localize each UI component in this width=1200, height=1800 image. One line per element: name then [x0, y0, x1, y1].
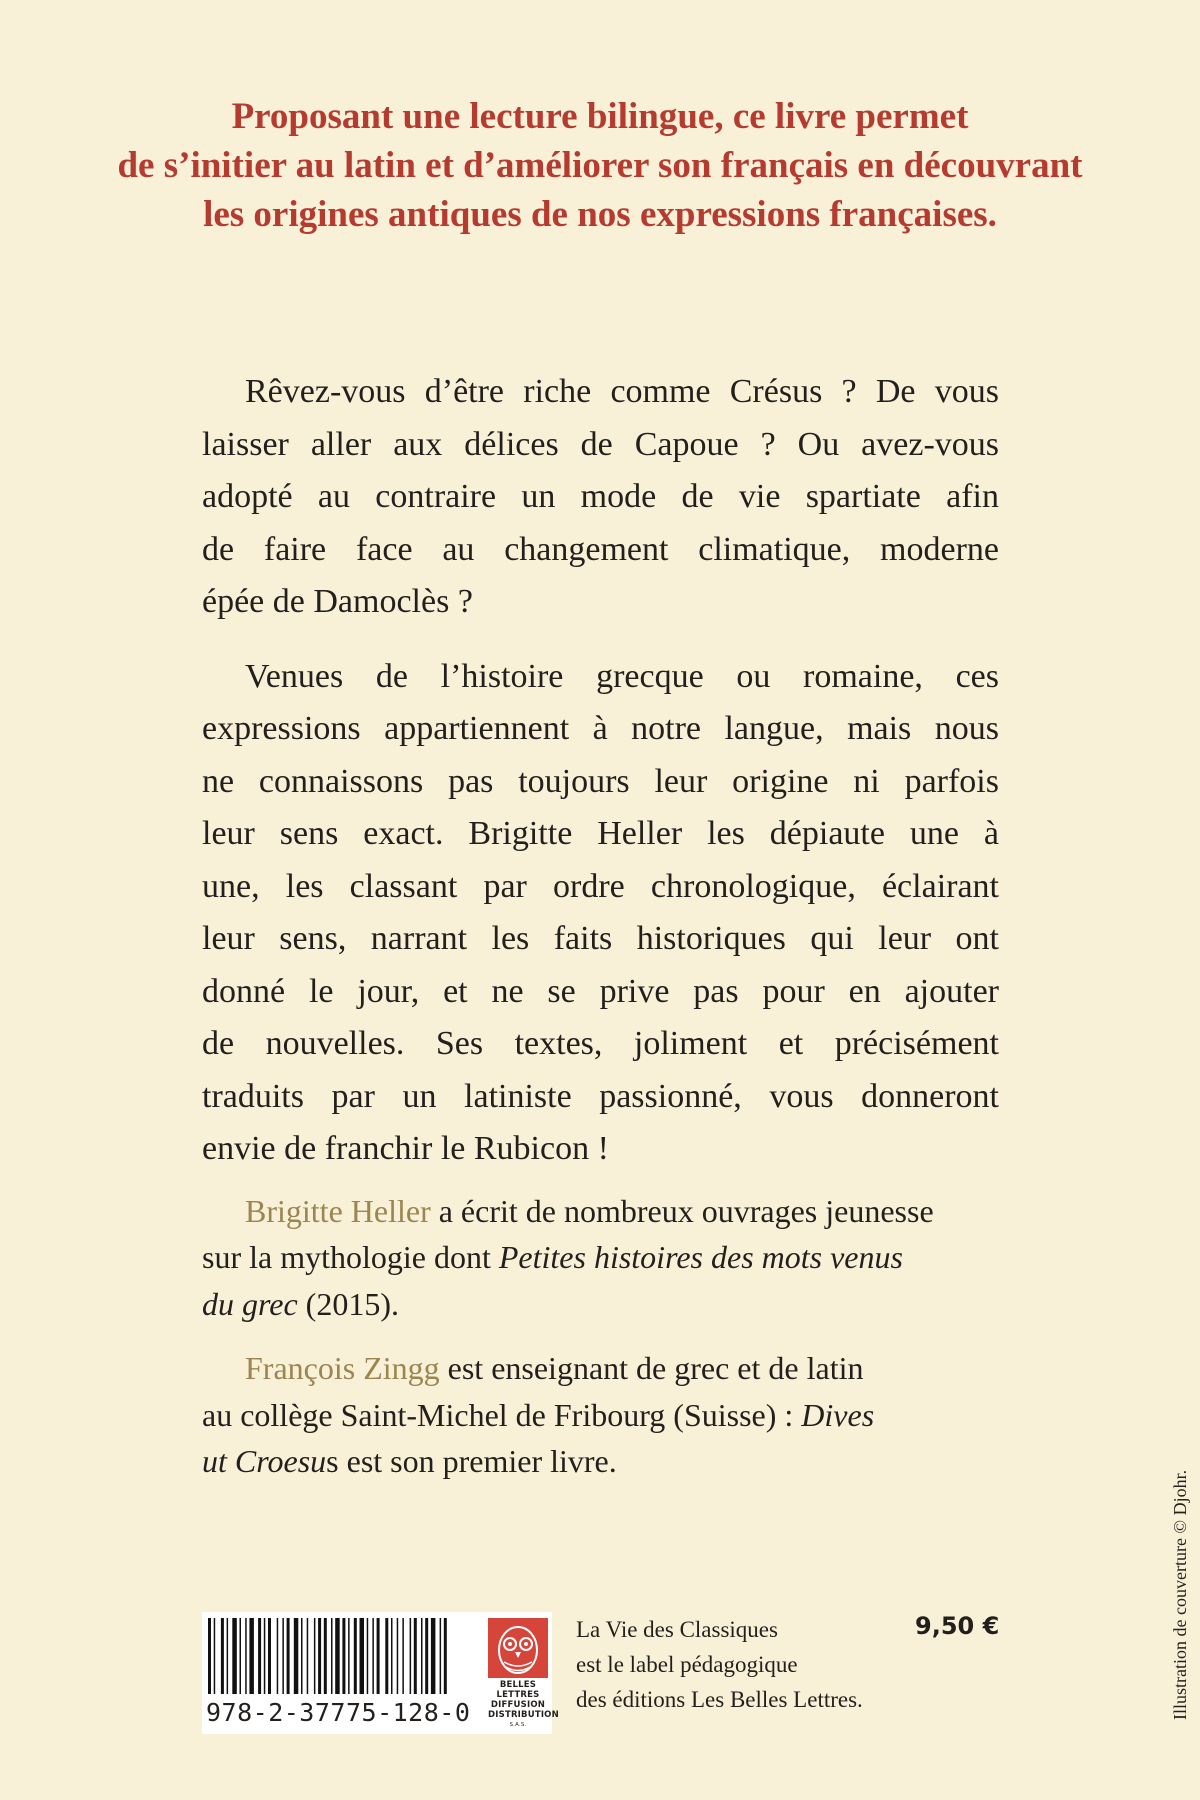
- text-line: laisser aller aux délices de Capoue ? Ou avez-vous: [202, 425, 999, 463]
- bio-text: a écrit de nombreux ouvrages jeunesse: [430, 1192, 934, 1229]
- barcode-bar: [324, 1618, 327, 1694]
- barcode-bar: [227, 1618, 229, 1694]
- book-title: Dives: [801, 1396, 875, 1433]
- blurb: [202, 366, 999, 1485]
- author-name: Brigitte Heller: [245, 1192, 431, 1229]
- text-line: [202, 1281, 999, 1328]
- barcode-bar: [385, 1618, 388, 1694]
- barcode-bar: [360, 1618, 365, 1694]
- bio-text: s: [326, 1443, 339, 1479]
- barcode-bar: [421, 1618, 423, 1694]
- logo-line: BELLES LETTRES: [496, 1680, 540, 1700]
- tagline-line: de s’initier au latin et d’améliorer son français en découvrant: [117, 145, 1083, 186]
- barcode-bar: [264, 1618, 266, 1694]
- label-line: des éditions Les Belles Lettres.: [576, 1687, 863, 1712]
- barcode-bar: [440, 1618, 442, 1694]
- translator-name: François Zingg: [245, 1350, 440, 1386]
- tagline-line: Proposant une lecture bilingue, ce livre permet: [231, 96, 969, 137]
- barcode-bar: [377, 1618, 380, 1694]
- book-title: du grec: [202, 1285, 298, 1322]
- logo-line: DIFFUSION: [490, 1700, 546, 1710]
- text-line: [202, 1188, 999, 1235]
- barcode-bar: [425, 1618, 428, 1694]
- bio-text: au collège Saint-Michel de Fribourg (Suisse) :: [202, 1396, 802, 1433]
- barcode-bar: [410, 1618, 412, 1694]
- barcode-bar: [431, 1618, 436, 1694]
- barcode-bar: [444, 1618, 447, 1694]
- label-line: La Vie des Classiques: [576, 1617, 778, 1642]
- translator-bio: [202, 1345, 999, 1485]
- paragraph-intro: [202, 366, 999, 629]
- text-line: ne connaissons pas toujours leur origine ni parfois: [202, 762, 999, 800]
- barcode-bar: [301, 1618, 303, 1694]
- barcode-bar: [391, 1618, 393, 1694]
- publisher-logo: [488, 1618, 559, 1730]
- barcode-bar: [342, 1618, 345, 1694]
- text-line: de faire face au changement climatique, moderne: [202, 530, 999, 568]
- barcode-bar: [402, 1618, 404, 1694]
- barcode-block: [202, 1612, 559, 1734]
- barcode: [204, 1618, 486, 1694]
- barcode-bar: [258, 1618, 261, 1694]
- tagline-line: les origines antiques de nos expressions françaises.: [203, 194, 997, 235]
- barcode-bar: [372, 1618, 374, 1694]
- barcode-bar: [221, 1618, 224, 1694]
- isbn-number: 978-2-37775-128-0: [206, 1698, 471, 1727]
- barcode-bar: [287, 1618, 290, 1694]
- publisher-logo-text: [488, 1680, 559, 1730]
- text-line: envie de franchir le Rubicon !: [202, 1130, 609, 1167]
- book-title: Petites histoires des mots venus: [498, 1239, 903, 1275]
- barcode-bar: [397, 1618, 399, 1694]
- text-line: une, les classant par ordre chronologique, éclairant: [202, 867, 999, 905]
- cover-credit: Illustration de couverture © Djohr.: [1170, 1469, 1190, 1720]
- text-line: [202, 1392, 999, 1439]
- text-line: de nouvelles. Ses textes, joliment et précisément: [202, 1025, 999, 1062]
- book-title: ut Croesu: [202, 1443, 327, 1479]
- barcode-bar: [414, 1618, 417, 1694]
- barcode-bar: [208, 1618, 211, 1694]
- barcode-bar: [277, 1618, 279, 1694]
- barcode-bar: [318, 1618, 321, 1694]
- barcode-bar: [249, 1618, 254, 1694]
- barcode-bar: [240, 1618, 242, 1694]
- price: 9,50 €: [915, 1612, 1000, 1640]
- text-line: [202, 1234, 999, 1281]
- barcode-bar: [282, 1618, 284, 1694]
- barcode-bar: [354, 1618, 357, 1694]
- barcode-bar: [331, 1618, 333, 1694]
- collection-label: [576, 1612, 863, 1717]
- text-line: leur sens exact. Brigitte Heller les dépiaute une à: [202, 815, 999, 852]
- author-bio: [202, 1188, 999, 1328]
- barcode-bar: [214, 1618, 216, 1694]
- text-line: adopté au contraire un mode de vie spartiate afin: [202, 478, 999, 515]
- barcode-bar: [268, 1618, 271, 1694]
- barcode-bar: [314, 1618, 316, 1694]
- logo-line: DISTRIBUTION: [488, 1710, 559, 1720]
- barcode-bar: [348, 1618, 350, 1694]
- bio-text: est son premier livre.: [338, 1443, 617, 1479]
- barcode-bar: [245, 1618, 247, 1694]
- paragraph-description: [202, 651, 999, 1176]
- text-line: Rêvez-vous d’être riche comme Crésus ? De vous: [245, 373, 999, 410]
- barcode-bar: [367, 1618, 369, 1694]
- text-line: expressions appartiennent à notre langue, mais nous: [202, 710, 999, 747]
- text-line: épée de Damoclès ?: [202, 583, 473, 620]
- barcode-bar: [307, 1618, 309, 1694]
- barcode-bar: [294, 1618, 299, 1694]
- text-line: donné le jour, et ne se prive pas pour en ajouter: [202, 972, 999, 1010]
- bio-text: (2015).: [297, 1285, 399, 1322]
- bio-text: sur la mythologie dont: [202, 1239, 499, 1275]
- text-line: traduits par un latiniste passionné, vous donneront: [202, 1077, 999, 1115]
- tagline: [80, 92, 1120, 239]
- label-line: est le label pédagogique: [576, 1652, 798, 1677]
- text-line: [202, 1438, 999, 1485]
- barcode-bar: [232, 1618, 237, 1694]
- barcode-bar: [335, 1618, 340, 1694]
- logo-line: S.A.S.: [509, 1722, 527, 1728]
- text-line: Venues de l’histoire grecque ou romaine, ces: [245, 657, 999, 695]
- text-line: leur sens, narrant les faits historiques qui leur ont: [202, 920, 999, 957]
- owl-logo-icon: [488, 1618, 548, 1678]
- text-line: [202, 1345, 999, 1392]
- bio-text: est enseignant de grec et de latin: [439, 1350, 864, 1386]
